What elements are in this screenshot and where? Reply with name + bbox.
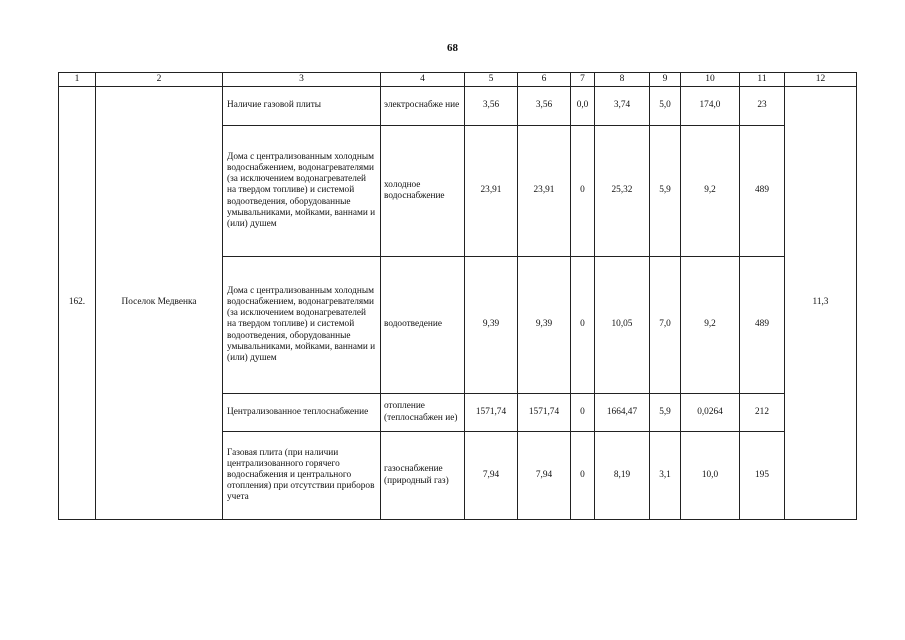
cell-col11: 489 bbox=[740, 126, 785, 257]
cell-col8: 25,32 bbox=[595, 126, 650, 257]
header-cell: 12 bbox=[785, 73, 857, 87]
page-number: 68 bbox=[447, 42, 458, 54]
cell-col6: 23,91 bbox=[518, 126, 571, 257]
cell-col5: 1571,74 bbox=[465, 394, 518, 432]
cell-col10: 9,2 bbox=[681, 126, 740, 257]
row-service: газоснабжение (природный газ) bbox=[381, 432, 465, 520]
header-cell: 9 bbox=[650, 73, 681, 87]
cell-col6: 7,94 bbox=[518, 432, 571, 520]
cell-col10: 174,0 bbox=[681, 87, 740, 126]
cell-col7: 0 bbox=[571, 257, 595, 394]
header-cell: 10 bbox=[681, 73, 740, 87]
header-cell: 2 bbox=[96, 73, 223, 87]
header-row bbox=[59, 73, 857, 87]
cell-col10: 9,2 bbox=[681, 257, 740, 394]
row-service: отопление (теплоснабжен ие) bbox=[381, 394, 465, 432]
header-cell: 3 bbox=[223, 73, 381, 87]
header-cell: 1 bbox=[59, 73, 96, 87]
settlement-name: Поселок Медвенка bbox=[96, 87, 223, 520]
cell-col11: 212 bbox=[740, 394, 785, 432]
cell-col11: 23 bbox=[740, 87, 785, 126]
cell-col5: 23,91 bbox=[465, 126, 518, 257]
cell-col8: 3,74 bbox=[595, 87, 650, 126]
cell-col8: 1664,47 bbox=[595, 394, 650, 432]
cell-col11: 489 bbox=[740, 257, 785, 394]
header-cell: 5 bbox=[465, 73, 518, 87]
row-description: Дома с централизованным холодным водоснабжением, водонагревателями (за исключением водонагревателей на твердом топливе) и системой водоотведения, оборудованные умывальниками, мойками, ваннами и (или) душем bbox=[223, 126, 381, 257]
row-service: электроснабже ние bbox=[381, 87, 465, 126]
cell-col12: 11,3 bbox=[785, 87, 857, 520]
row-description: Дома с централизованным холодным водоснабжением, водонагревателями (за исключением водонагревателей на твердом топливе) и системой водоотведения, оборудованные умывальниками, мойками, ваннами и (или) душем bbox=[223, 257, 381, 394]
cell-col6: 1571,74 bbox=[518, 394, 571, 432]
table-row bbox=[59, 87, 857, 126]
cell-col7: 0 bbox=[571, 394, 595, 432]
cell-col7: 0 bbox=[571, 432, 595, 520]
cell-col9: 5,9 bbox=[650, 394, 681, 432]
cell-col7: 0 bbox=[571, 126, 595, 257]
cell-col5: 7,94 bbox=[465, 432, 518, 520]
cell-col10: 0,0264 bbox=[681, 394, 740, 432]
cell-col8: 10,05 bbox=[595, 257, 650, 394]
cell-col5: 9,39 bbox=[465, 257, 518, 394]
cell-col5: 3,56 bbox=[465, 87, 518, 126]
header-cell: 7 bbox=[571, 73, 595, 87]
cell-col11: 195 bbox=[740, 432, 785, 520]
row-description: Газовая плита (при наличии централизованного горячего водоснабжения и центрального отопления) при отсутствии приборов учета bbox=[223, 432, 381, 520]
cell-col9: 7,0 bbox=[650, 257, 681, 394]
header-cell: 6 bbox=[518, 73, 571, 87]
cell-col8: 8,19 bbox=[595, 432, 650, 520]
row-service: холодное водоснабжение bbox=[381, 126, 465, 257]
cell-col9: 3,1 bbox=[650, 432, 681, 520]
cell-col10: 10,0 bbox=[681, 432, 740, 520]
header-cell: 11 bbox=[740, 73, 785, 87]
cell-col9: 5,9 bbox=[650, 126, 681, 257]
header-cell: 8 bbox=[595, 73, 650, 87]
cell-col7: 0,0 bbox=[571, 87, 595, 126]
entry-number: 162. bbox=[59, 87, 96, 520]
cell-col6: 3,56 bbox=[518, 87, 571, 126]
cell-col9: 5,0 bbox=[650, 87, 681, 126]
row-description: Наличие газовой плиты bbox=[223, 87, 381, 126]
row-description: Централизованное теплоснабжение bbox=[223, 394, 381, 432]
tariff-table bbox=[58, 72, 857, 520]
cell-col6: 9,39 bbox=[518, 257, 571, 394]
row-service: водоотведение bbox=[381, 257, 465, 394]
header-cell: 4 bbox=[381, 73, 465, 87]
